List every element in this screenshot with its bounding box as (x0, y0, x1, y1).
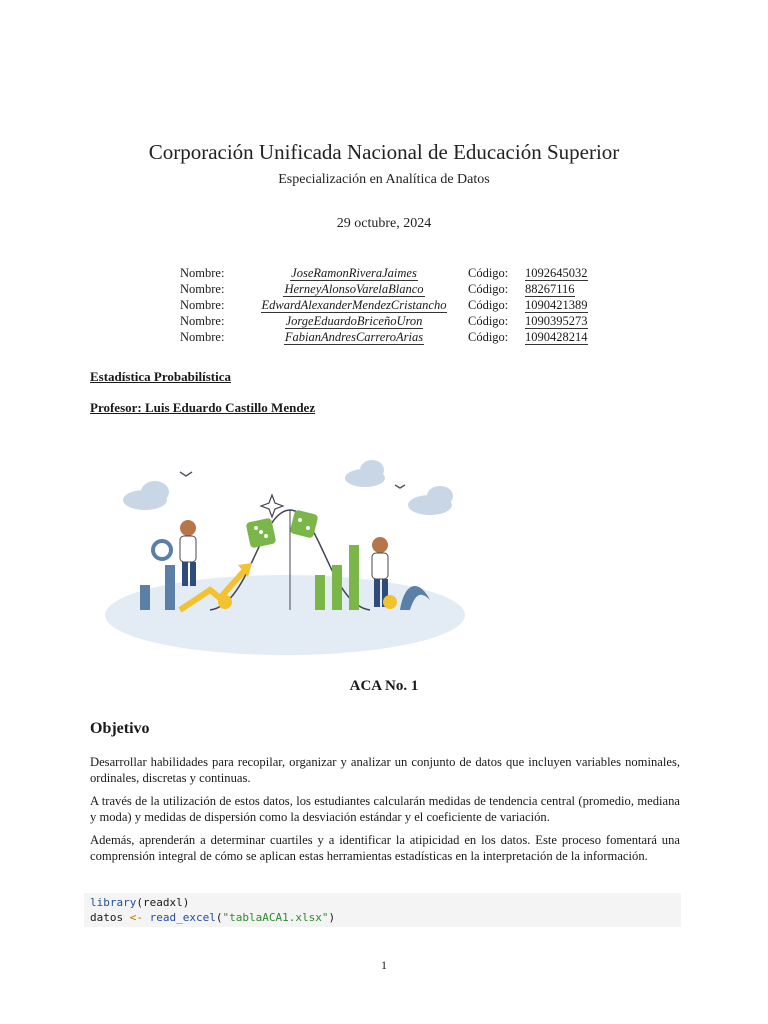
bird-icon (180, 472, 192, 476)
author-code-text: 1090395273 (525, 314, 588, 328)
code-operator: <- (129, 911, 143, 924)
section-heading: Objetivo (90, 720, 150, 737)
author-code (525, 265, 588, 281)
author-code (525, 313, 588, 329)
author-name-text: FabianAndresCarreroArias (284, 330, 424, 344)
cloud-icon (123, 481, 169, 510)
name-label: Nombre: (180, 298, 225, 312)
person-figure (180, 520, 196, 586)
author-code (525, 281, 588, 297)
professor-name: Profesor: Luis Eduardo Castillo Mendez (90, 400, 316, 415)
code-block (84, 893, 681, 927)
code-paren: ) (328, 911, 336, 924)
name-label: Nombre: (180, 314, 225, 328)
page-number: 1 (381, 958, 387, 972)
code-function: read_excel (143, 911, 216, 924)
code-label: Código: (468, 282, 509, 296)
coin-icon (218, 595, 232, 609)
author-code-text: 1092645032 (525, 266, 588, 280)
author-code-text: 88267116 (525, 282, 575, 296)
code-variable: datos (90, 911, 130, 924)
author-name-text: HerneyAlonsoVarelaBlanco (284, 282, 424, 296)
cloud-icon (408, 486, 453, 515)
name-label: Nombre: (180, 282, 225, 296)
code-text: (readxl) (136, 896, 190, 909)
author-name (240, 297, 468, 313)
author-row (180, 281, 588, 297)
authors-table (180, 265, 588, 345)
program-subtitle: Especialización en Analítica de Datos (278, 172, 490, 187)
author-name (240, 281, 468, 297)
background-wash (105, 575, 465, 655)
statistics-illustration (100, 450, 470, 660)
author-name-text: EdwardAlexanderMendezCristancho (261, 298, 447, 312)
course-name: Estadística Probabilística (90, 369, 231, 384)
author-code (525, 329, 588, 345)
author-row (180, 265, 588, 281)
name-label: Nombre: (180, 266, 225, 280)
author-row (180, 297, 588, 313)
code-function: library (90, 896, 137, 909)
code-paren: ( (215, 911, 223, 924)
coin-icon (383, 595, 397, 609)
author-row (180, 329, 588, 345)
author-name (240, 265, 468, 281)
author-name-text: JorgeEduardoBriceñoUron (285, 314, 423, 328)
code-label: Código: (468, 266, 509, 280)
institution-title: Corporación Unificada Nacional de Educación Superior (148, 140, 620, 164)
bar-mark (315, 575, 325, 610)
code-label: Código: (468, 330, 509, 344)
paragraph: A través de la utilización de estos datos, los estudiantes calcularán medidas de tendencia central (promedio, mediana y moda) y medidas de dispersión como la desviación estándar y el coeficiente de variación. (90, 794, 680, 824)
cloud-icon (345, 460, 385, 487)
author-code-text: 1090428214 (525, 330, 588, 344)
bar-mark (140, 585, 150, 610)
author-name (240, 329, 468, 345)
author-name (240, 313, 468, 329)
aca-title: ACA No. 1 (349, 678, 419, 694)
bar-mark (332, 565, 342, 610)
name-label: Nombre: (180, 330, 225, 344)
author-row (180, 313, 588, 329)
paragraph: Desarrollar habilidades para recopilar, organizar y analizar un conjunto de datos que incluyen variables nominales, ordinales, discretas y continuas. (90, 755, 680, 785)
author-code-text: 1090421389 (525, 298, 588, 312)
target-icon (153, 541, 171, 559)
paragraph: Además, aprenderán a determinar cuartiles y a identificar la atipicidad en los datos. Este proceso fomentará una comprensión integral de cómo se aplican estas herramientas estadísticas en la interpretación de la información. (90, 833, 680, 863)
document-date: 29 octubre, 2024 (336, 216, 432, 231)
code-string: "tablaACA1.xlsx" (222, 911, 329, 924)
person-figure (372, 537, 388, 607)
code-line (90, 895, 675, 910)
bar-mark (165, 565, 175, 610)
bird-icon (395, 485, 405, 488)
code-label: Código: (468, 314, 509, 328)
author-name-text: JoseRamonRiveraJaimes (291, 266, 417, 280)
code-label: Código: (468, 298, 509, 312)
bar-mark (349, 545, 359, 610)
author-code (525, 297, 588, 313)
code-line (90, 910, 675, 925)
